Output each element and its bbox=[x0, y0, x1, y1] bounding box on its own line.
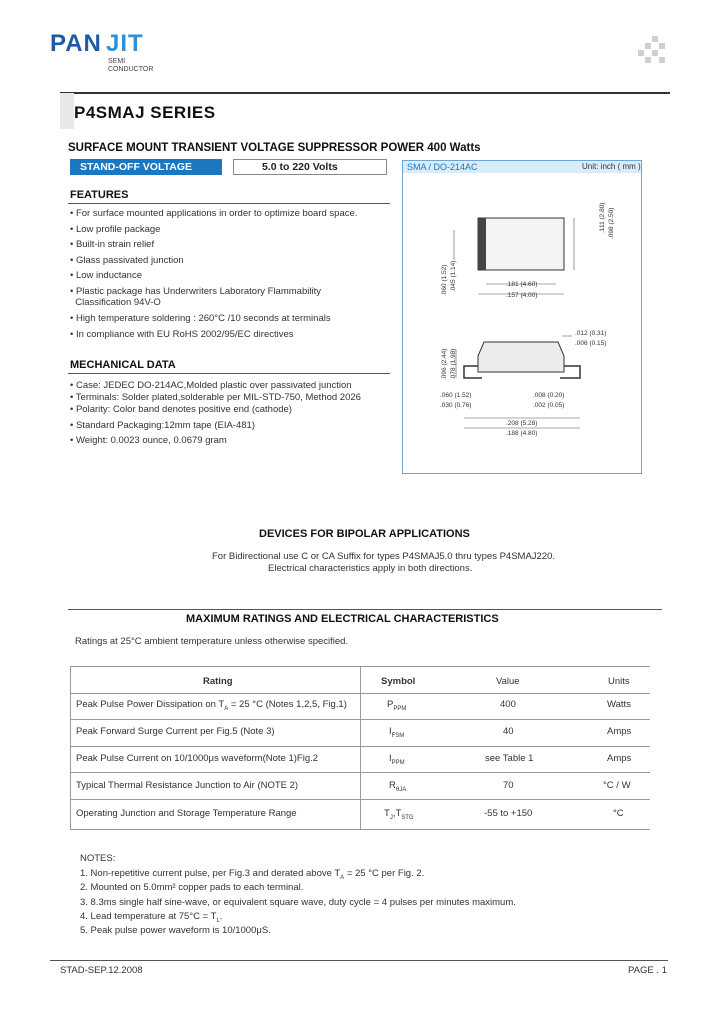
table-row-units: Amps bbox=[607, 726, 632, 737]
ratings-rule bbox=[68, 609, 662, 610]
mechanical-item: • Standard Packaging:12mm tape (EIA-481) bbox=[70, 420, 255, 431]
dim-label: .045 (1.14) bbox=[450, 260, 457, 292]
col-header-value: Value bbox=[496, 676, 520, 687]
mechanical-item: • Case: JEDEC DO-214AC,Molded plastic over passivated junction bbox=[70, 380, 352, 391]
note-item: 2. Mounted on 5.0mm² copper pads to each terminal. bbox=[80, 882, 304, 893]
decorative-dots bbox=[638, 36, 668, 66]
standoff-value: 5.0 to 220 Volts bbox=[233, 159, 387, 175]
note-item: 1. Non-repetitive current pulse, per Fig.3 and derated above $T_A = 25$ °C per Fig. 2. bbox=[80, 868, 425, 881]
col-header-rating: Rating bbox=[203, 676, 233, 687]
series-title-accent bbox=[60, 93, 74, 129]
mechanical-item: • Terminals: Solder plated,solderable per MIL-STD-750, Method 2026 bbox=[70, 392, 361, 403]
footer-date: STAD-SEP.12.2008 bbox=[60, 965, 143, 976]
col-header-units: Units bbox=[608, 676, 630, 687]
mechanical-rule bbox=[68, 373, 390, 374]
table-row-value: 400 bbox=[500, 699, 516, 710]
table-row-units: Watts bbox=[607, 699, 631, 710]
ratings-table bbox=[70, 666, 650, 830]
note-item: 4. Lead temperature at $75^\circ C = T_L$. bbox=[80, 911, 223, 924]
table-row-rating: Peak Pulse Current on 10/1000μs waveform(Note 1)Fig.2 bbox=[76, 753, 319, 764]
table-row-rating: Typical Thermal Resistance Junction to Air (NOTE 2) bbox=[76, 780, 299, 791]
standoff-label: STAND-OFF VOLTAGE bbox=[70, 159, 222, 175]
table-row-units: °C bbox=[613, 808, 624, 819]
table-row-rating: Peak Pulse Power Dissipation on $T_A = 25$ °C (Notes 1,2,5, Fig.1) bbox=[76, 699, 347, 712]
dim-label: .002 (0.05) bbox=[533, 402, 565, 409]
dim-label: .030 (0.76) bbox=[440, 402, 472, 409]
table-row-symbol: $I_{FSM}$ bbox=[389, 726, 405, 739]
table-row-value: 40 bbox=[503, 726, 514, 737]
table-row-value: -55 to +150 bbox=[484, 808, 533, 819]
dim-label: .098 (2.50) bbox=[608, 207, 615, 239]
table-row-symbol: $P_{PPM}$ bbox=[387, 699, 407, 712]
dim-label: .157 (4.00) bbox=[506, 292, 538, 299]
dim-label: .111 (2.80) bbox=[599, 202, 606, 233]
feature-item: • Glass passivated junction bbox=[70, 255, 184, 266]
table-row-rating: Operating Junction and Storage Temperature Range bbox=[76, 808, 297, 819]
dim-label: .060 (1.52) bbox=[441, 264, 448, 296]
bipolar-line-1: For Bidirectional use C or CA Suffix for types P4SMAJ5.0 thru types P4SMAJ220. bbox=[212, 551, 556, 562]
main-title: SURFACE MOUNT TRANSIENT VOLTAGE SUPPRESSOR POWER 400 Watts bbox=[68, 142, 481, 154]
feature-item: • Low inductance bbox=[70, 270, 142, 281]
dim-label: .208 (5.28) bbox=[506, 420, 538, 427]
note-item: 3. 8.3ms single half sine-wave, or equivalent square wave, duty cycle = 4 pulses per minutes maximum. bbox=[80, 897, 516, 908]
series-title: P4SMAJ SERIES bbox=[74, 103, 216, 122]
table-row-value: see Table 1 bbox=[485, 753, 534, 764]
bipolar-title: DEVICES FOR BIPOLAR APPLICATIONS bbox=[259, 528, 470, 540]
logo-sub-conductor: CONDUCTOR bbox=[108, 66, 154, 73]
col-header-symbol: Symbol bbox=[381, 676, 416, 687]
logo-pan: PAN bbox=[50, 30, 102, 57]
table-row-value: 70 bbox=[503, 780, 514, 791]
features-title: FEATURES bbox=[70, 189, 129, 201]
mechanical-title: MECHANICAL DATA bbox=[70, 359, 176, 371]
ratings-title: MAXIMUM RATINGS AND ELECTRICAL CHARACTERISTICS bbox=[186, 613, 499, 625]
feature-item: • High temperature soldering : 260°C /10 seconds at terminals bbox=[70, 313, 331, 324]
feature-item: • Plastic package has Underwriters Laboratory Flammability bbox=[70, 286, 321, 297]
bipolar-line-2: Electrical characteristics apply in both directions. bbox=[268, 563, 473, 574]
logo-sub-semi: SEMI bbox=[108, 58, 126, 65]
footer-rule bbox=[50, 960, 668, 961]
package-unit: Unit: inch ( mm ) bbox=[582, 162, 641, 171]
feature-item: Classification 94V-O bbox=[70, 297, 161, 308]
dim-label: .096 (2.44) bbox=[441, 348, 448, 380]
table-row-rating: Peak Forward Surge Current per Fig.5 (Note 3) bbox=[76, 726, 275, 737]
feature-item: • In compliance with EU RoHS 2002/95/EC directives bbox=[70, 329, 294, 340]
feature-item: • Built-in strain relief bbox=[70, 239, 155, 250]
dim-label: .012 (0.31) bbox=[575, 330, 607, 337]
table-row-symbol: $T_J,T_{STG}$ bbox=[384, 808, 414, 821]
dim-label: .181 (4.60) bbox=[506, 281, 538, 288]
table-row-units: °C / W bbox=[603, 780, 631, 791]
footer-page: PAGE . 1 bbox=[628, 965, 667, 976]
package-name: SMA / DO-214AC bbox=[407, 162, 478, 172]
dim-label: .188 (4.80) bbox=[506, 430, 538, 437]
mechanical-item: • Weight: 0.0023 ounce, 0.0679 gram bbox=[70, 435, 227, 446]
feature-item: • Low profile package bbox=[70, 224, 161, 235]
note-item: 5. Peak pulse power waveform is 10/1000μS. bbox=[80, 925, 271, 936]
table-row-symbol: $R_{\theta JA}$ bbox=[389, 780, 407, 793]
feature-item: • For surface mounted applications in order to optimize board space. bbox=[70, 208, 358, 219]
dim-label: .060 (1.52) bbox=[440, 392, 472, 399]
logo-jit: JIT bbox=[106, 30, 144, 57]
notes-title: NOTES: bbox=[80, 853, 116, 864]
features-rule bbox=[68, 203, 390, 204]
mechanical-item: • Polarity: Color band denotes positive end (cathode) bbox=[70, 404, 292, 415]
dim-label: .006 (0.15) bbox=[575, 340, 607, 347]
dim-label: .078 (1.98) bbox=[450, 348, 457, 380]
table-row-symbol: $I_{PPM}$ bbox=[389, 753, 405, 766]
ratings-note: Ratings at 25°C ambient temperature unless otherwise specified. bbox=[75, 636, 349, 647]
table-row-units: Amps bbox=[607, 753, 632, 764]
dim-label: .008 (0.20) bbox=[533, 392, 565, 399]
